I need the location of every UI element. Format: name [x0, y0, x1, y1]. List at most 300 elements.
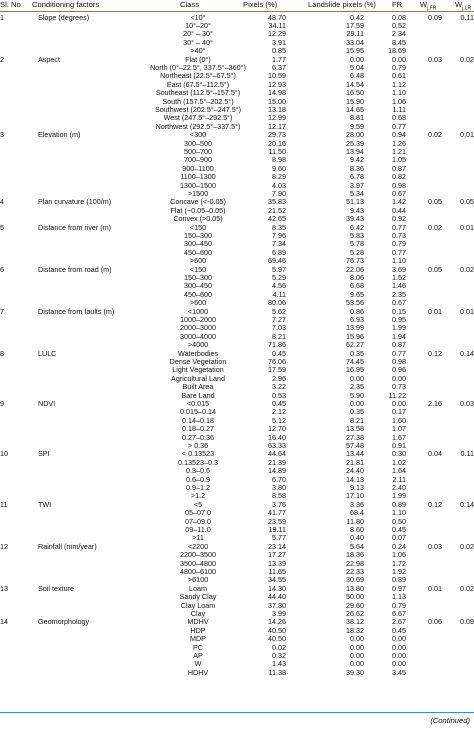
cell-fr: 0.67 [392, 298, 406, 308]
cell-factor: Soil texture [38, 583, 74, 593]
cell-class-text: >40° [190, 46, 206, 56]
cell-sl-no: 1 [0, 12, 4, 22]
cell-pixels: 21.52 [268, 205, 286, 215]
cell-pixels: 14.26 [268, 617, 286, 627]
cell-fr: 0.77 [392, 247, 406, 257]
cell-pixels: 10.59 [268, 71, 286, 81]
cell-class-text: 0.6–0.9 [186, 474, 210, 484]
cell-pixels: 2.96 [272, 373, 286, 383]
cell-landslide-pixels: 16.95 [346, 365, 364, 375]
cell-fr: 0.00 [392, 54, 406, 64]
cell-landslide-pixels: 18.32 [346, 625, 364, 635]
cell-wfr: 0.01 [428, 583, 442, 593]
cell-class-text: 2200–3500 [180, 550, 216, 560]
cell-fr: 0.97 [392, 583, 406, 593]
cell-landslide-pixels: 21.81 [346, 457, 364, 467]
cell-landslide-pixels: 0.35 [350, 348, 364, 358]
cell-pixels: 40.50 [268, 634, 286, 644]
cell-landslide-pixels: 26.62 [346, 608, 364, 618]
cell-class-text: 500–700 [184, 146, 212, 156]
cell-landslide-pixels: 76.73 [346, 256, 364, 266]
cell-fr: 0.73 [392, 230, 406, 240]
cell-sl-no: 7 [0, 306, 4, 316]
cell-class-text: 10°–20° [185, 20, 211, 30]
cell-fr: 6.67 [392, 608, 406, 618]
cell-class-text: 4800–6100 [180, 566, 216, 576]
header-fr: FR [392, 0, 403, 9]
header-sl-no: Sl. No [0, 0, 21, 9]
cell-pixels: 3.80 [272, 482, 286, 492]
cell-landslide-pixels: 6.93 [350, 314, 364, 324]
cell-pixels: 6.70 [272, 474, 286, 484]
cell-landslide-pixels: 8.60 [350, 524, 364, 534]
cell-class-text: 300–500 [184, 138, 212, 148]
cell-pixels: 17.59 [268, 365, 286, 375]
cell-fr: 0.82 [392, 172, 406, 182]
cell-class-text: < 0.13523 [181, 449, 215, 459]
cell-fr: 0.52 [392, 20, 406, 30]
cell-wfr: 0.03 [428, 54, 442, 64]
cell-pixels: 44.64 [268, 449, 286, 459]
cell-landslide-pixels: 57.48 [346, 440, 364, 450]
header-wlr [455, 0, 471, 11]
cell-fr: 0.68 [392, 113, 406, 123]
cell-landslide-pixels: 2.35 [350, 382, 364, 392]
cell-pixels: 8.29 [272, 172, 286, 182]
cell-fr: 0.50 [392, 516, 406, 526]
cell-pixels: 34.11 [268, 20, 286, 30]
cell-pixels: 29.73 [268, 130, 286, 140]
cell-fr: 0.00 [392, 373, 406, 383]
cell-class-text: <5 [193, 499, 203, 509]
cell-pixels: 80.06 [268, 298, 286, 308]
cell-landslide-pixels: 5.28 [350, 247, 364, 257]
cell-fr: 1.92 [392, 566, 406, 576]
cell-pixels: 2.12 [272, 407, 286, 417]
cell-wlr: 0.02 [460, 54, 474, 64]
cell-pixels: 11.50 [268, 146, 286, 156]
cell-class-text: 300–450 [184, 281, 212, 291]
cell-wlr: 0.01 [460, 222, 474, 232]
cell-pixels: 3.99 [272, 608, 286, 618]
cell-class-text: AP [193, 650, 203, 660]
cell-class-text: 0.3–0.6 [186, 466, 210, 476]
cell-class-text: Dense Vegetation [169, 356, 227, 366]
cell-pixels: 37.30 [268, 600, 286, 610]
cell-pixels: 0.53 [272, 390, 286, 400]
cell-class-text: West (247.5°–292.5°) [163, 113, 233, 123]
cell-pixels: 15.00 [268, 96, 286, 106]
cell-class-text: 20° – 30° [183, 29, 213, 39]
cell-factor: Rainfall (mm/year) [38, 541, 97, 551]
cell-pixels: 5.12 [272, 415, 286, 425]
cell-pixels: 8.98 [272, 155, 286, 165]
cell-pixels: 0.45 [272, 398, 286, 408]
cell-landslide-pixels: 0.00 [350, 642, 364, 652]
cell-class-text: Sandy Clay [179, 592, 217, 602]
header-class: Class [180, 0, 199, 9]
cell-landslide-pixels: 0.40 [350, 533, 364, 543]
cell-fr: 0.17 [392, 407, 406, 417]
cell-fr: 1.06 [392, 550, 406, 560]
cell-class-text: <1000 [187, 306, 209, 316]
cell-landslide-pixels: 0.00 [350, 650, 364, 660]
cell-landslide-pixels: 9.13 [350, 482, 364, 492]
cell-fr: 0.45 [392, 524, 406, 534]
cell-fr: 18.69 [388, 46, 406, 56]
cell-landslide-pixels: 29.60 [346, 600, 364, 610]
cell-landslide-pixels: 62.27 [346, 340, 364, 350]
cell-landslide-pixels: 5.64 [350, 541, 364, 551]
cell-landslide-pixels: 25.39 [346, 138, 364, 148]
cell-fr: 0.94 [392, 130, 406, 140]
cell-fr: 0.98 [392, 180, 406, 190]
cell-class-text: W [194, 659, 202, 669]
cell-pixels: 0.45 [272, 348, 286, 358]
cell-pixels: 34.55 [268, 575, 286, 585]
cell-pixels: 17.27 [268, 550, 286, 560]
cell-class-text: Agricultural Land [171, 373, 225, 383]
cell-landslide-pixels: 6.48 [350, 71, 364, 81]
cell-class-text: 0.9–1.2 [186, 482, 210, 492]
cell-class-text: 0.14–0.18 [182, 415, 214, 425]
cell-fr: 1.64 [392, 466, 406, 476]
cell-class-text: <10° [190, 12, 206, 22]
cell-landslide-pixels: 13.44 [346, 449, 364, 459]
cell-class-text: 0.015–0.14 [180, 407, 216, 417]
cell-class-text: >600 [189, 298, 207, 308]
cell-class-text: Loam [189, 583, 207, 593]
cell-sl-no: 9 [0, 398, 4, 408]
cell-sl-no: 6 [0, 264, 4, 274]
cell-landslide-pixels: 14.13 [346, 474, 364, 484]
cell-pixels: 20.16 [268, 138, 286, 148]
cell-factor: Distance from road (m) [38, 264, 112, 274]
cell-wfr: 0.01 [428, 306, 442, 316]
cell-class-text: 300–450 [184, 239, 212, 249]
cell-pixels: 14.30 [268, 583, 286, 593]
cell-class-text: Northwest (292.5°–337.5°) [155, 121, 241, 131]
cell-factor: LULC [38, 348, 57, 358]
cell-wlr: 0.01 [460, 306, 474, 316]
cell-pixels: 5.29 [272, 272, 286, 282]
cell-pixels: 13.39 [268, 558, 286, 568]
cell-fr: 1.99 [392, 491, 406, 501]
cell-class-text: 3000–4000 [180, 331, 216, 341]
cell-landslide-pixels: 50.00 [346, 592, 364, 602]
cell-fr: 1.10 [392, 256, 406, 266]
cell-fr: 0.00 [392, 642, 406, 652]
cell-fr: 0.91 [392, 440, 406, 450]
header-wlr-sub: j,LR [462, 5, 472, 12]
cell-landslide-pixels: 15.95 [346, 46, 364, 56]
bottom-rule [0, 712, 474, 713]
cell-wlr: 0.02 [460, 583, 474, 593]
cell-fr: 1.72 [392, 558, 406, 568]
header-landslide-pixels: Landslide pixels (%) [308, 0, 376, 9]
cell-fr: 1.67 [392, 432, 406, 442]
cell-fr: 2.35 [392, 289, 406, 299]
cell-class-text: <300 [189, 130, 207, 140]
cell-pixels: 12.99 [268, 113, 286, 123]
cell-class-text: Northeast (22.5°–67.5°) [160, 71, 236, 81]
cell-class-text: 30° – 40° [183, 37, 213, 47]
cell-fr: 8.45 [392, 37, 406, 47]
cell-wfr: 0.06 [428, 617, 442, 627]
cell-wfr: 0.12 [428, 499, 442, 509]
cell-landslide-pixels: 13.80 [346, 583, 364, 593]
cell-fr: 1.94 [392, 331, 406, 341]
cell-landslide-pixels: 9.42 [350, 155, 364, 165]
cell-pixels: 4.11 [272, 289, 286, 299]
cell-fr: 2.40 [392, 482, 406, 492]
cell-landslide-pixels: 29.11 [346, 29, 364, 39]
cell-landslide-pixels: 0.86 [350, 306, 364, 316]
cell-factor: Slope (degrees) [38, 12, 90, 22]
cell-landslide-pixels: 13.58 [346, 424, 364, 434]
cell-class-text: Bare Land [181, 390, 215, 400]
cell-fr: 0.73 [392, 382, 406, 392]
cell-landslide-pixels: 17.10 [346, 491, 364, 501]
cell-class-text: <2200 [187, 541, 209, 551]
cell-sl-no: 13 [0, 583, 8, 593]
header-wfr-main: W [420, 0, 428, 9]
cell-fr: 0.77 [392, 121, 406, 131]
cell-fr: 0.87 [392, 340, 406, 350]
cell-wlr: 0.03 [460, 398, 474, 408]
cell-fr: 0.79 [392, 600, 406, 610]
cell-wlr: 0.14 [460, 348, 474, 358]
cell-wlr: 0.14 [460, 499, 474, 509]
cell-landslide-pixels: 22.06 [346, 264, 364, 274]
cell-landslide-pixels: 18.36 [346, 550, 364, 560]
cell-pixels: 0.85 [272, 46, 286, 56]
cell-landslide-pixels: 24.40 [346, 466, 364, 476]
cell-factor: Elevation (m) [38, 130, 81, 140]
cell-pixels: 3.91 [272, 37, 286, 47]
cell-wlr: 0.02 [460, 264, 474, 274]
cell-fr: 1.02 [392, 457, 406, 467]
cell-wlr: 0.11 [460, 449, 474, 459]
cell-class-text: 05–07.0 [185, 508, 211, 518]
cell-pixels: 21.39 [268, 457, 286, 467]
cell-landslide-pixels: 51.13 [346, 197, 364, 207]
header-wfr [420, 0, 436, 11]
cell-pixels: 12.70 [268, 424, 286, 434]
cell-pixels: 1.77 [272, 54, 286, 64]
cell-pixels: 69.46 [268, 256, 286, 266]
cell-landslide-pixels: 22.33 [346, 566, 364, 576]
cell-landslide-pixels: 33.04 [346, 37, 364, 47]
cell-pixels: 12.93 [268, 79, 286, 89]
cell-class-text: East (67.5°–112.5°) [166, 79, 230, 89]
cell-landslide-pixels: 39.43 [346, 214, 364, 224]
cell-landslide-pixels: 6.42 [350, 222, 364, 232]
cell-wfr: 0.04 [428, 449, 442, 459]
cell-landslide-pixels: 5.04 [350, 62, 364, 72]
cell-pixels: 14.98 [268, 88, 286, 98]
cell-class-text: Concave (<-0.05) [170, 197, 226, 207]
cell-wfr: 0.12 [428, 348, 442, 358]
cell-fr: 0.67 [392, 188, 406, 198]
cell-pixels: 5.77 [272, 533, 286, 543]
cell-pixels: 7.27 [272, 314, 286, 324]
cell-fr: 1.46 [392, 281, 406, 291]
cell-pixels: 11.38 [268, 667, 286, 677]
cell-class-text: Clay Loam [180, 600, 216, 610]
cell-landslide-pixels: 0.00 [350, 634, 364, 644]
cell-landslide-pixels: 5.90 [350, 390, 364, 400]
cell-landslide-pixels: 38.12 [346, 617, 364, 627]
cell-class-text: 1300–1500 [180, 180, 216, 190]
cell-landslide-pixels: 28.00 [346, 130, 364, 140]
cell-fr: 0.79 [392, 239, 406, 249]
cell-pixels: 35.83 [268, 197, 286, 207]
cell-pixels: 23.59 [268, 516, 286, 526]
cell-class-text: 450–600 [184, 247, 212, 257]
cell-landslide-pixels: 27.38 [346, 432, 364, 442]
cell-landslide-pixels: 17.59 [346, 20, 364, 30]
cell-pixels: 44.40 [268, 592, 286, 602]
cell-class-text: HDP [190, 625, 206, 635]
cell-class-text: <0.015 [186, 398, 210, 408]
cell-pixels: 7.03 [272, 323, 286, 333]
cell-factor: Distance from river (m) [38, 222, 112, 232]
cell-pixels: 11.65 [268, 566, 286, 576]
cell-fr: 0.00 [392, 659, 406, 669]
cell-pixels: 7.34 [272, 239, 286, 249]
cell-pixels: 0.02 [272, 642, 286, 652]
cell-landslide-pixels: 3.36 [350, 499, 364, 509]
cell-landslide-pixels: 0.00 [350, 373, 364, 383]
cell-factor: TWI [38, 499, 52, 509]
cell-class-text: North (0°–22.5°, 337.5°–360°) [150, 62, 246, 72]
cell-pixels: 76.06 [268, 356, 286, 366]
cell-landslide-pixels: 0.35 [350, 407, 364, 417]
cell-landslide-pixels: 5.78 [350, 239, 364, 249]
cell-class-text: 150–300 [184, 272, 212, 282]
cell-fr: 0.44 [392, 205, 406, 215]
cell-wfr: 0.05 [428, 264, 442, 274]
cell-class-text: <150 [189, 264, 207, 274]
cell-pixels: 5.62 [272, 306, 286, 316]
cell-wfr: 0.05 [428, 197, 442, 207]
cell-factor: Geomorphology [38, 617, 90, 627]
cell-fr: 1.06 [392, 96, 406, 106]
header-conditioning-factors: Conditioning factors [32, 0, 100, 9]
cell-fr: 0.77 [392, 348, 406, 358]
cell-fr: 0.45 [392, 625, 406, 635]
cell-fr: 0.92 [392, 214, 406, 224]
cell-class-text: >1500 [187, 188, 209, 198]
cell-fr: 0.87 [392, 163, 406, 173]
cell-sl-no: 4 [0, 197, 4, 207]
cell-class-text: Waterbodies [177, 348, 219, 358]
cell-pixels: 5.97 [272, 264, 286, 274]
cell-fr: 1.21 [392, 146, 406, 156]
cell-fr: 3.69 [392, 264, 406, 274]
cell-fr: 1.07 [392, 424, 406, 434]
cell-fr: 1.60 [392, 415, 406, 425]
cell-factor: Plan curvature (100/m) [38, 197, 112, 207]
cell-pixels: 71.86 [268, 340, 286, 350]
cell-fr: 0.77 [392, 222, 406, 232]
cell-class-text: 0.13523–0.3 [178, 457, 218, 467]
cell-class-text: 1100–1300 [180, 172, 216, 182]
cell-class-text: >11 [192, 533, 204, 543]
cell-class-text: > 0.36 [187, 440, 209, 450]
cell-class-text: Convex (>0.05) [173, 214, 223, 224]
cell-pixels: 23.14 [268, 541, 286, 551]
cell-fr: 1.12 [392, 79, 406, 89]
cell-pixels: 63.33 [268, 440, 286, 450]
cell-landslide-pixels: 9.65 [350, 289, 364, 299]
cell-pixels: 42.65 [268, 214, 286, 224]
cell-class-text: >6100 [187, 575, 209, 585]
cell-pixels: 16.40 [268, 432, 286, 442]
cell-fr: 1.13 [392, 592, 406, 602]
cell-fr: 1.42 [392, 197, 406, 207]
cell-pixels: 48.70 [268, 12, 286, 22]
cell-factor: Aspect [38, 54, 60, 64]
cell-sl-no: 3 [0, 130, 4, 140]
cell-factor: NDVI [38, 398, 56, 408]
cell-pixels: 14.89 [268, 466, 286, 476]
cell-pixels: 12.29 [268, 29, 286, 39]
cell-pixels: 19.11 [268, 524, 286, 534]
cell-landslide-pixels: 15.90 [346, 96, 364, 106]
cell-sl-no: 5 [0, 222, 4, 232]
cell-sl-no: 10 [0, 449, 8, 459]
cell-landslide-pixels: 68.4 [350, 508, 364, 518]
continued-note: (Continued) [430, 716, 470, 725]
cell-fr: 0.79 [392, 62, 406, 72]
cell-pixels: 13.18 [268, 104, 286, 114]
cell-fr: 0.89 [392, 499, 406, 509]
cell-pixels: 3.22 [272, 382, 286, 392]
cell-class-text: 450–600 [184, 289, 212, 299]
cell-class-text: Light Vegetation [172, 365, 224, 375]
cell-fr: 0.15 [392, 306, 406, 316]
cell-pixels: 7.96 [272, 230, 286, 240]
cell-wfr: 0.02 [428, 130, 442, 140]
cell-fr: 1.99 [392, 323, 406, 333]
cell-class-text: Flat (0°) [185, 54, 211, 64]
cell-class-text: MDHV [187, 617, 209, 627]
table-row [0, 668, 474, 678]
cell-landslide-pixels: 30.69 [346, 575, 364, 585]
cell-wfr: 0.03 [428, 541, 442, 551]
cell-pixels: 41.77 [268, 508, 286, 518]
cell-pixels: 7.90 [272, 188, 286, 198]
cell-landslide-pixels: 8.81 [350, 113, 364, 123]
cell-landslide-pixels: 15.96 [346, 331, 364, 341]
cell-landslide-pixels: 9.59 [350, 121, 364, 131]
cell-fr: 1.10 [392, 508, 406, 518]
cell-landslide-pixels: 14.54 [346, 79, 364, 89]
cell-pixels: 8.35 [272, 222, 286, 232]
cell-pixels: 6.89 [272, 247, 286, 257]
cell-class-text: PC [193, 642, 203, 652]
cell-class-text: <150 [189, 222, 207, 232]
cell-landslide-pixels: 13.99 [346, 323, 364, 333]
cell-pixels: 0.32 [272, 650, 286, 660]
cell-wfr: 0.02 [428, 222, 442, 232]
cell-class-text: 1000–2000 [180, 314, 216, 324]
cell-class-text: 150–300 [184, 230, 212, 240]
cell-landslide-pixels: 8.06 [350, 272, 364, 282]
cell-pixels: 1.43 [272, 659, 286, 669]
